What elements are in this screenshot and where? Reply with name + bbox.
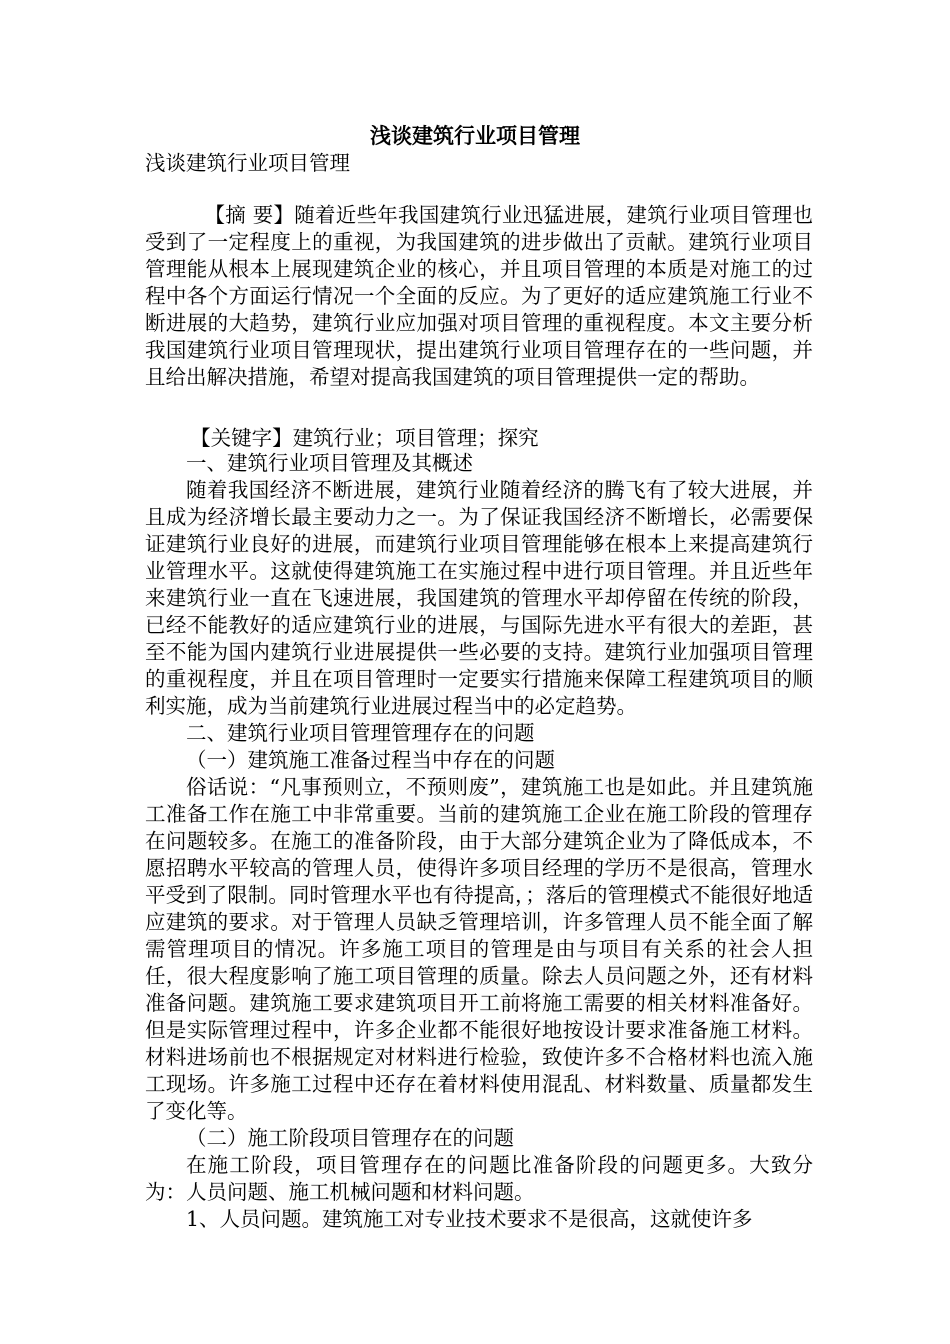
section-heading-1: 一、建筑行业项目管理及其概述: [186, 451, 473, 475]
subsection-paragraph-1: 俗话说：“凡事预则立，不预则废”，建筑施工也是如此。并且建筑施工准备工作在施工中非常重要。当前的建筑施工企业在施工阶段的管理存在问题较多。在施工的准备阶段，由于大部分建筑企业为了降低成本，不愿招聘水平较高的管理人员，使得许多项目经理的学历不是很高，管理水平受到了限制。同时管理水平也有待提高，；落后的管理模式不能很好地适应建筑的要求。对于管理人员缺乏管理培训，许多管理人员不能全面了解需管理项目的情况。许多施工项目的管理是由与项目有关系的社会人担任，很大程度影响了施工项目管理的质量。除去人员问题之外，还有材料准备问题。建筑施工要求建筑项目开工前将施工需要的相关材料准备好。但是实际管理过程中，许多企业都不能很好地按设计要求准备施工材料。材料进场前也不根据规定对材料进行检验，致使许多不合格材料也流入施工现场。许多施工过程中还存在着材料使用混乱、材料数量、质量都发生了变化等。: [145, 775, 813, 1123]
subsection-heading-2: （二）施工阶段项目管理存在的问题: [186, 1126, 514, 1150]
document-title: 浅谈建筑行业项目管理: [370, 123, 580, 148]
section-heading-2: 二、建筑行业项目管理管理存在的问题: [186, 721, 535, 745]
subsection-heading-1: （一）建筑施工准备过程当中存在的问题: [186, 748, 555, 772]
main-body: [145, 450, 813, 1233]
item-paragraph-1: 1、人员问题。建筑施工对专业技术要求不是很高，这就使许多: [186, 1207, 753, 1231]
document-subtitle: 浅谈建筑行业项目管理: [145, 151, 350, 175]
section-paragraph-1: 随着我国经济不断进展，建筑行业随着经济的腾飞有了较大进展，并且成为经济增长最主要动力之一。为了保证我国经济不断增长，必需要保证建筑行业良好的进展，而建筑行业项目管理能够在根本上来提高建筑行业管理水平。这就使得建筑施工在实施过程中进行项目管理。并且近些年来建筑行业一直在飞速进展，我国建筑的管理水平却停留在传统的阶段，已经不能教好的适应建筑行业的进展，与国际先进水平有很大的差距，甚至不能为国内建筑行业进展提供一些必要的支持。建筑行业加强项目管理的重视程度，并且在项目管理时一定要实行措施来保障工程建筑项目的顺利实施，成为当前建筑行业进展过程当中的必定趋势。: [145, 478, 813, 718]
subsection-paragraph-2: 在施工阶段，项目管理存在的问题比准备阶段的问题更多。大致分为：人员问题、施工机械问题和材料问题。: [145, 1153, 813, 1204]
abstract-paragraph: 【摘 要】随着近些年我国建筑行业迅猛进展，建筑行业项目管理也受到了一定程度上的重视，为我国建筑的进步做出了贡献。建筑行业项目管理能从根本上展现建筑企业的核心，并且项目管理的本质是对施工的过程中各个方面运行情况一个全面的反应。为了更好的适应建筑施工行业不断进展的大趋势，建筑行业应加强对项目管理的重视程度。本文主要分析我国建筑行业项目管理现状，提出建筑行业项目管理存在的一些问题，并且给出解决措施，希望对提高我国建筑的项目管理提供一定的帮助。: [145, 203, 813, 389]
keywords-line: 【关键字】建筑行业；项目管理；探究: [190, 426, 539, 450]
